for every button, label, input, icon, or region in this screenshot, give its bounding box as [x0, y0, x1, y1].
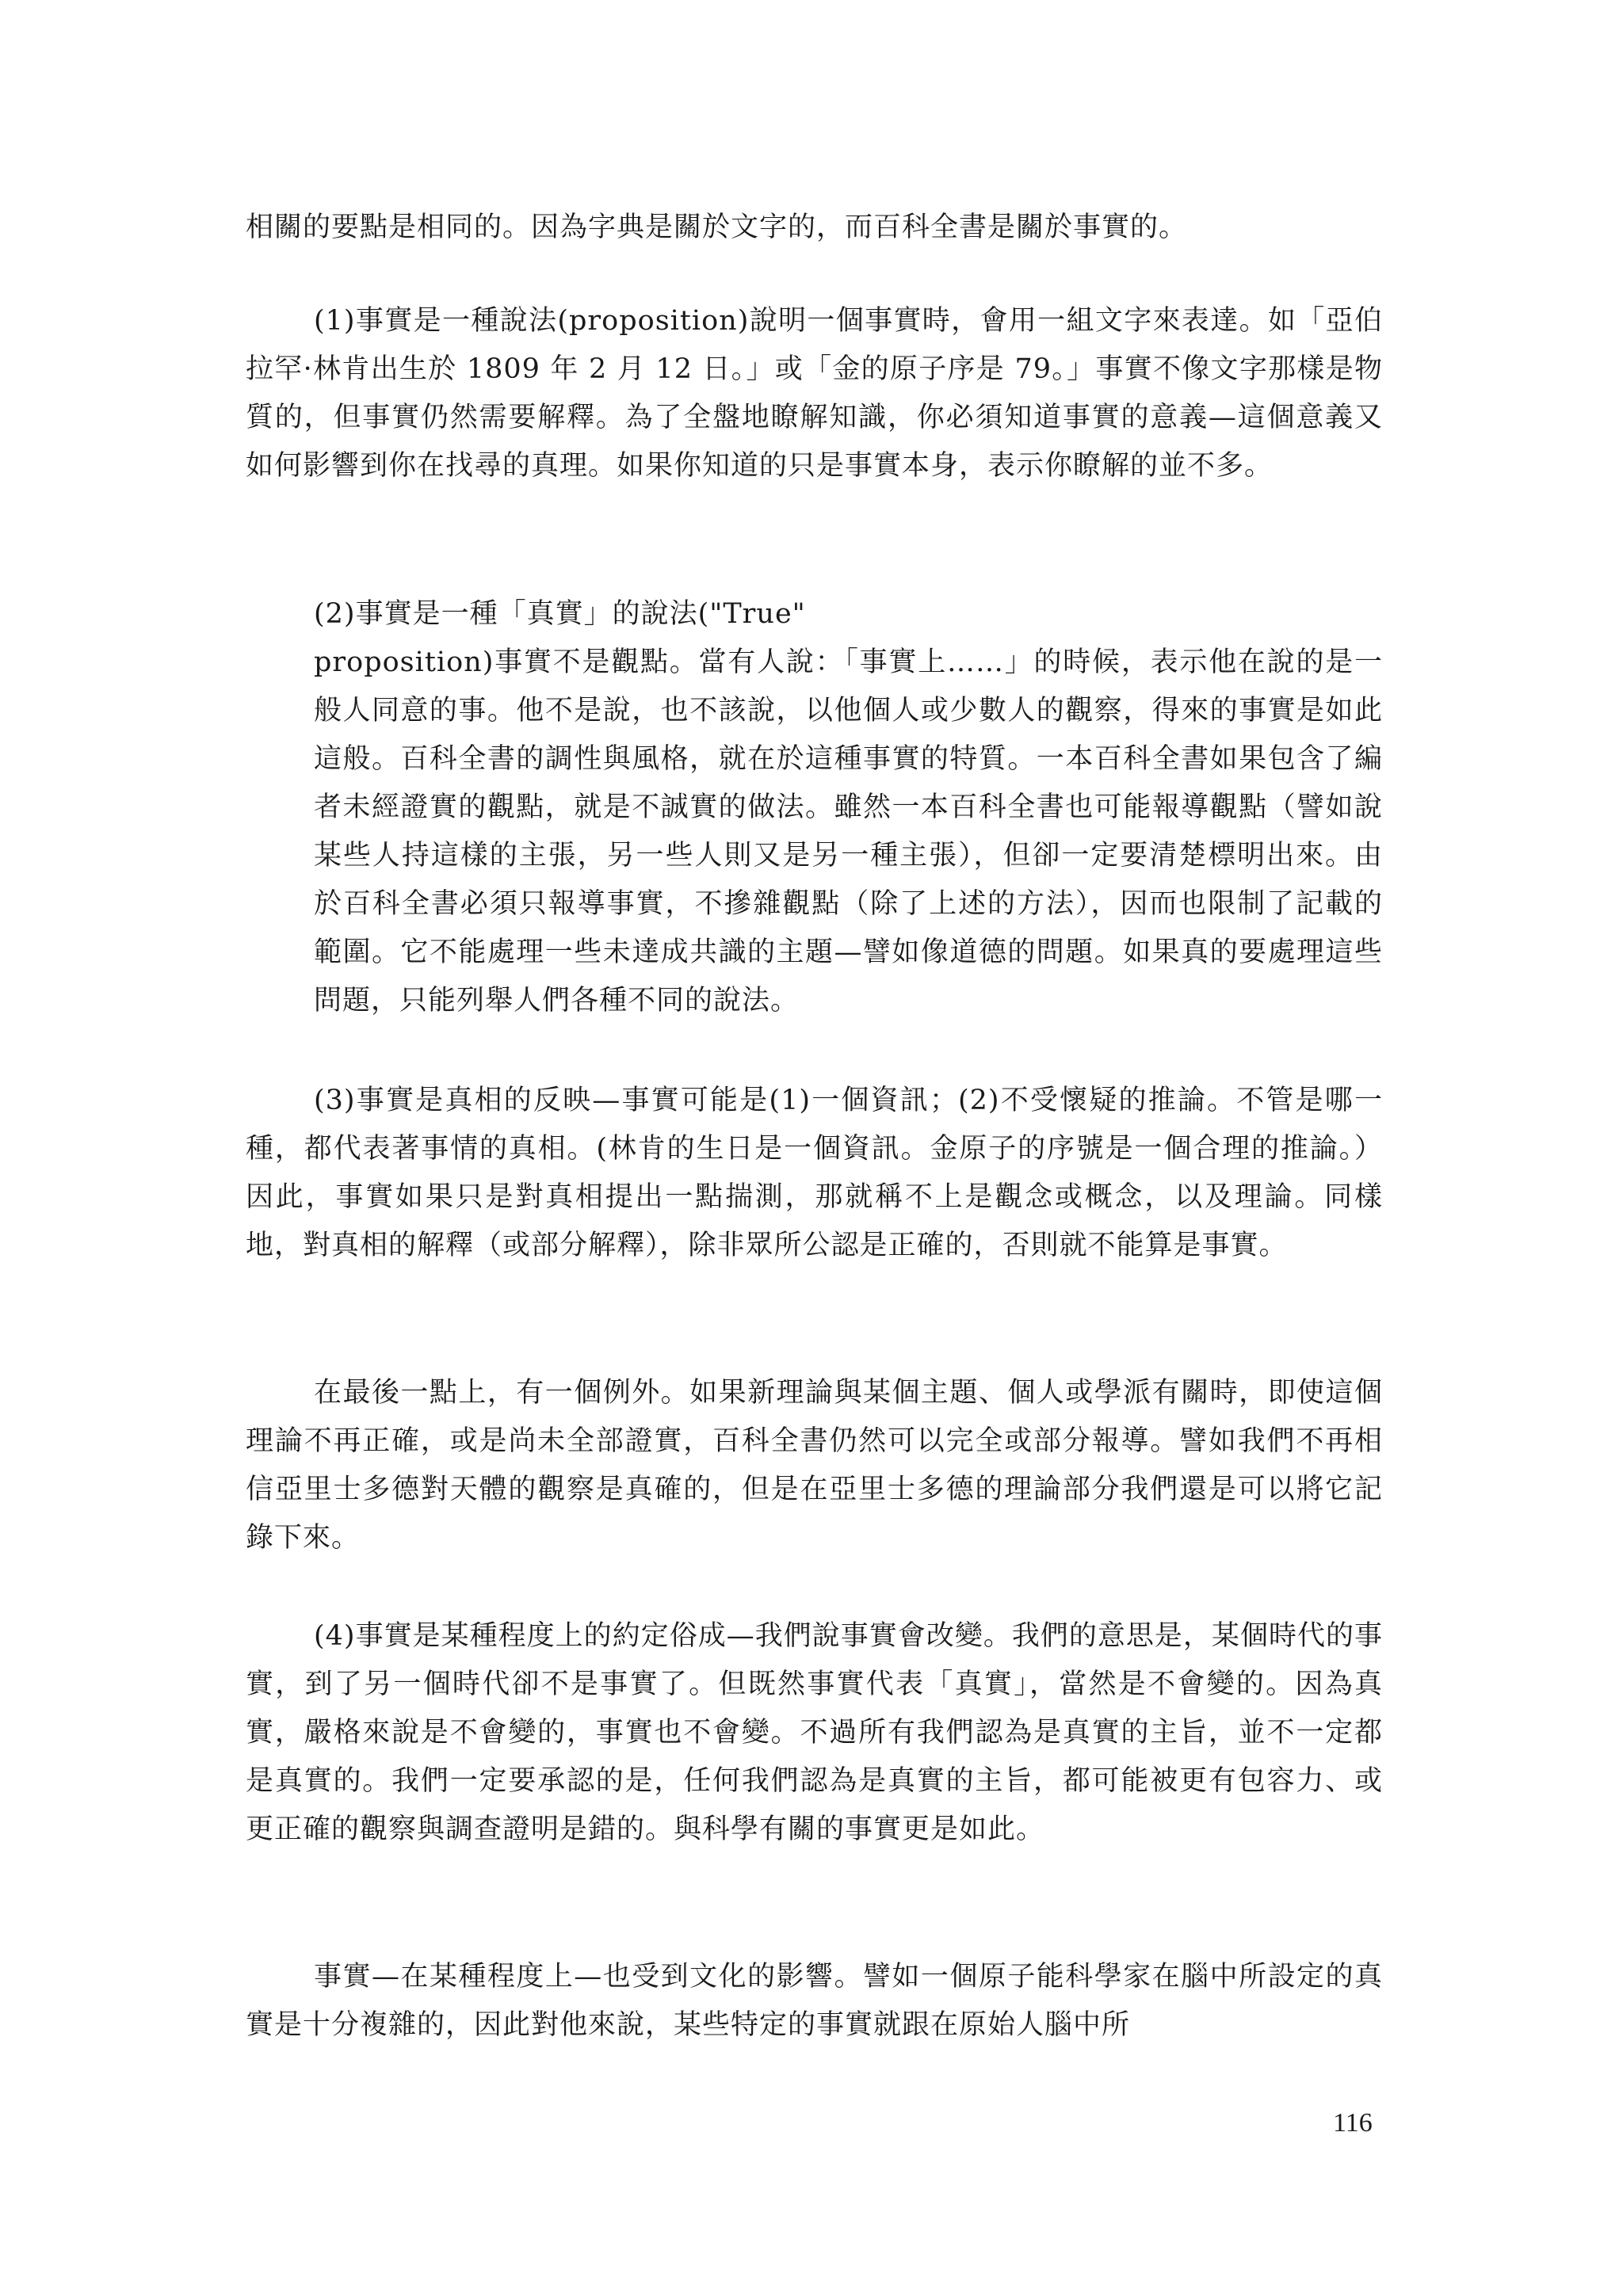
paragraph-fact-true-heading: (2)事實是一種「真實」的說法("True": [314, 598, 806, 630]
paragraph-fact-culture: 事實—在某種程度上—也受到文化的影響。譬如一個原子能科學家在腦中所設定的真實是十分複雜的，因此對他來說，某些特定的事實就跟在原始人腦中所: [246, 1961, 1383, 2041]
paragraph-continuation: 相關的要點是相同的。因為字典是關於文字的，而百科全書是關於事實的。: [246, 212, 1188, 243]
page-number: 116: [1333, 2108, 1373, 2138]
paragraph-fact-reflection: (3)事實是真相的反映—事實可能是(1)一個資訊；(2)不受懷疑的推論。不管是哪一種，都代表著事情的真相。(林肯的生日是一個資訊。金原子的序號是一個合理的推論。）因此，事實如果只是對真相提出一點揣測，那就稱不上是觀念或概念，以及理論。同樣地，對真相的解釋（或部分解釋），除非眾所公認是正確的，否則就不能算是事實。: [246, 1085, 1383, 1261]
paragraph-fact-true-body: proposition)事實不是觀點。當有人說：「事實上……」的時候，表示他在說的是一般人同意的事。他不是說，也不該說，以他個人或少數人的觀察，得來的事實是如此這般。百科全書的調性與風格，就在於這種事實的特質。一本百科全書如果包含了編者未經證實的觀點，就是不誠實的做法。雖然一本百科全書也可能報導觀點（譬如說某些人持這樣的主張，另一些人則又是另一種主張），但卻一定要清楚標明出來。由於百科全書必須只報導事實，不摻雜觀點（除了上述的方法），因而也限制了記載的範圍。它不能處理一些未達成共識的主題—譬如像道德的問題。如果真的要處理這些問題，只能列舉人們各種不同的說法。: [314, 646, 1383, 1016]
paragraph-fact-convention: (4)事實是某種程度上的約定俗成—我們說事實會改變。我們的意思是，某個時代的事實，到了另一個時代卻不是事實了。但既然事實代表「真實」，當然是不會變的。因為真實，嚴格來說是不會變的，事實也不會變。不過所有我們認為是真實的主旨，並不一定都是真實的。我們一定要承認的是，任何我們認為是真實的主旨，都可能被更有包容力、或更正確的觀察與調查證明是錯的。與科學有關的事實更是如此。: [246, 1620, 1383, 1845]
paragraph-fact-proposition: (1)事實是一種說法(proposition)說明一個事實時，會用一組文字來表達。如「亞伯拉罕·林肯出生於 1809 年 2 月 12 日。」或「金的原子序是 79。」事實不像文字那樣是物質的，但事實仍然需要解釋。為了全盤地瞭解知識，你必須知道事實的意義—這個意義又如何影響到你在找尋的真理。如果你知道的只是事實本身，表示你瞭解的並不多。: [246, 305, 1383, 482]
paragraph-exception: 在最後一點上，有一個例外。如果新理論與某個主題、個人或學派有關時，即使這個理論不再正確，或是尚未全部證實，百科全書仍然可以完全或部分報導。譬如我們不再相信亞里士多德對天體的觀察是真確的，但是在亞里士多德的理論部分我們還是可以將它記錄下來。: [246, 1377, 1383, 1554]
